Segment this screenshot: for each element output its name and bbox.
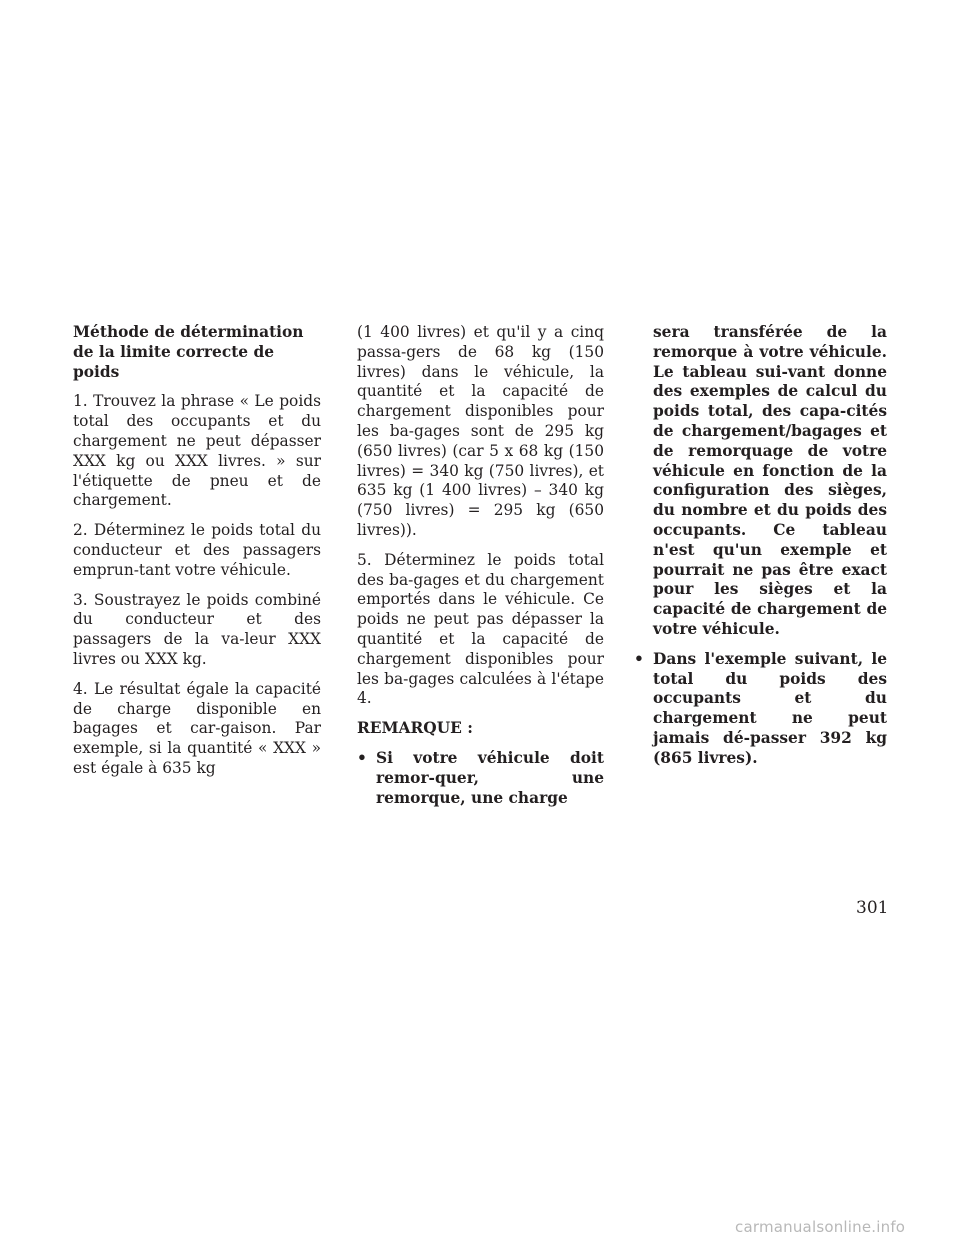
step-3-paragraph: 3. Soustrayez le poids combiné du conducteur et des passagers de la va-leur XXX livres ou XXX kg. xyxy=(73,590,321,668)
step-4-paragraph: 4. Le résultat égale la capacité de charge disponible en bagages et car-gaison. Par exemple, si la quantité « XXX » est égale à 635 kg xyxy=(73,679,321,777)
section-heading: Méthode de détermination de la limite correcte de poids xyxy=(73,323,304,381)
bullet-continued-text: sera transférée de la remorque à votre véhicule. Le tableau sui-vant donne des exemples de calcul du poids total, des capa-cités de chargement/bagages et de remorquage de votre véhicule en fonction de la configuration des sièges, du nombre et du poids des occupants. Ce tableau n'est qu'un exemple et pourrait ne pas être exact pour les sièges et la capacité de chargement de votre véhicule. xyxy=(653,323,887,638)
bullet-dot-icon: • xyxy=(634,649,644,668)
step-1-paragraph: 1. Trouvez la phrase « Le poids total des occupants et du chargement ne peut dépasser XXX kg ou XXX livres. » sur l'étiquette de pneu et de chargement. xyxy=(73,392,321,510)
step-4-continued-paragraph: (1 400 livres) et qu'il y a cinq passa-gers de 68 kg (150 livres) dans le véhicule, la quantité et la capacité de chargement disponibles pour les ba-gages sont de 295 kg (650 livres) (car 5 x 68 kg (150 livres) = 340 kg (750 livres), et 635 kg (1 400 livres) – 340 kg (750 livres) = 295 kg (650 livres)). xyxy=(357,323,604,539)
watermark-text: carmanualsonline.info xyxy=(735,1218,906,1236)
step-2-paragraph: 2. Déterminez le poids total du conducteur et des passagers emprun-tant votre véhicule. xyxy=(73,521,321,579)
bullet-item-towing xyxy=(357,749,604,808)
step-5-paragraph: 5. Déterminez le poids total des ba-gages et du chargement emportés dans le véhicule. Ce poids ne peut pas dépasser la quantité et la capacité de chargement disponibles pour les ba-gages calculées à l'étape 4. xyxy=(357,550,604,708)
text-column-left xyxy=(73,323,321,789)
bullet-dot-icon: • xyxy=(357,748,367,767)
note-label: REMARQUE : xyxy=(357,719,473,738)
bullet-text: Dans l'exemple suivant, le total du poids des occupants et du chargement ne peut jamais dé-passer 392 kg (865 livres). xyxy=(653,649,887,767)
bullet-item-example xyxy=(634,650,887,769)
text-column-middle xyxy=(357,323,604,818)
text-column-right xyxy=(634,323,887,779)
bullet-text: Si votre véhicule doit remor-quer, une remorque, une charge xyxy=(376,748,604,807)
page-number: 301 xyxy=(856,898,889,918)
